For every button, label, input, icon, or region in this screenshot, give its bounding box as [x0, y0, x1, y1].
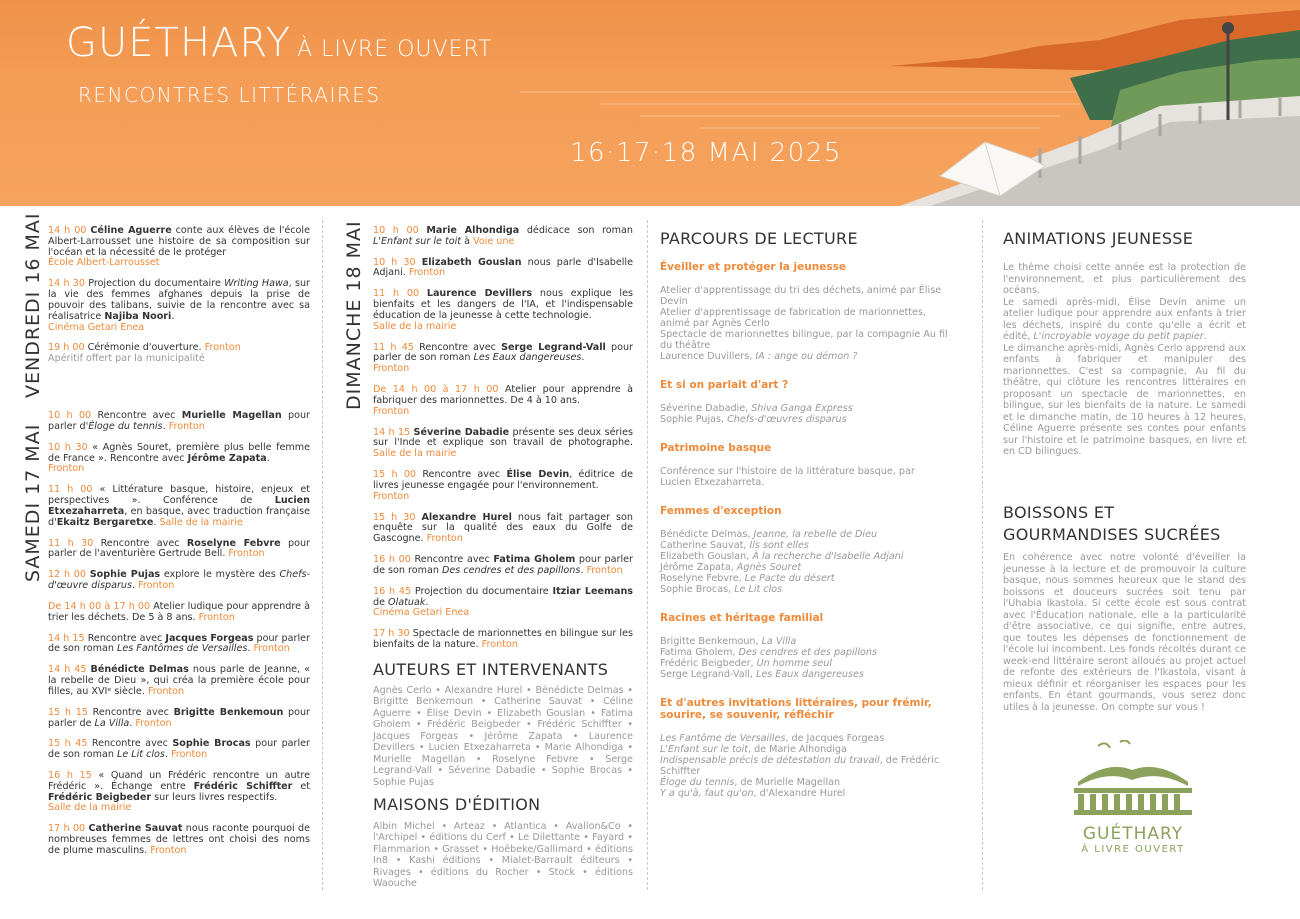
program-event	[373, 470, 633, 502]
program-event	[48, 279, 310, 333]
event-speaker: Najiba Noori	[104, 310, 172, 322]
event-text: Cérémonie d'ouverture.	[84, 342, 205, 354]
program-event	[48, 539, 310, 561]
parcours-entry: Atelier d'apprentissage du tri des déchets, animé par Élise Devin	[660, 284, 942, 307]
program-event	[48, 708, 310, 730]
event-speaker: Jérôme Zapata	[187, 452, 267, 464]
event-text: Projection du documentaire	[84, 278, 225, 290]
event-location: Fronton	[373, 363, 410, 375]
day-label-friday: VENDREDI 16 MAI	[22, 212, 44, 398]
event-location: Fronton	[228, 548, 265, 560]
program-event	[48, 570, 310, 592]
event-speaker: Bénédicte Delmas	[90, 664, 189, 676]
program-event	[48, 665, 310, 697]
parcours-entry: Fatima Gholem, Des cendres et des papillons	[660, 646, 877, 658]
event-time: 10 h 00	[48, 410, 92, 422]
authors-list: Agnès Cerlo • Alexandre Hurel • Bénédicte Delmas • Brigitte Benkemoun • Catherine Sauvat • Céline Aguerre • Élise Devin • Elizabeth Gouslan • Fatima Gholem • Frédéric Beigbeder • Frédéric Schiffter • Jacques Forgeas • Jérôme Zapata • Laurence Devillers • Lucien Etxezaharreta • Marie Alhondiga • Murielle Magellan • Roselyne Febvre • Serge Legrand-Vall • Séverine Dabadie • Sophie Brocas • Sophie Pujas	[373, 684, 633, 788]
event-location: Fronton	[150, 844, 187, 856]
parcours-entry: Jérôme Zapata, Agnès Souret	[660, 561, 802, 573]
parcours-entry: Serge Legrand-Vall, Les Eaux dangereuses	[660, 669, 864, 680]
event-text: .	[132, 580, 139, 592]
sunday-events	[373, 226, 633, 651]
column-divider	[647, 220, 648, 890]
event-speaker: Marie Alhondiga	[426, 225, 520, 236]
parcours-entries	[660, 529, 948, 595]
event-text: .	[164, 749, 172, 761]
parcours-entry: Éloge du tennis, de Murielle Magellan	[660, 776, 841, 788]
event-text: sur leurs livres respectifs.	[151, 791, 278, 803]
program-event	[48, 411, 310, 433]
event-text: Rencontre avec	[416, 469, 507, 481]
program-event	[48, 771, 310, 814]
event-time: 19 h 00	[48, 342, 85, 354]
program-event	[373, 343, 633, 375]
column-divider	[322, 220, 323, 890]
jeunesse-heading: ANIMATIONS JEUNESSE	[1003, 229, 1194, 248]
event-speaker: Alexandre Hurel	[421, 511, 512, 523]
event-location: Fronton	[253, 643, 290, 655]
event-time: 11 h 45	[373, 341, 414, 353]
event-time: De 14 h 00 à 17 h 00	[373, 384, 499, 396]
parcours-entry: Roselyne Febvre, Le Pacte du désert	[660, 572, 835, 584]
day-label-saturday: SAMEDI 17 MAI	[22, 423, 44, 582]
event-text: Rencontre avec	[87, 738, 173, 750]
day-label-sunday: DIMANCHE 18 MAI	[343, 220, 365, 410]
event-speaker: Laurence Devillers	[426, 288, 533, 300]
parcours-column	[660, 226, 948, 817]
event-text: « Littérature basque, histoire, enjeux et perspectives ». Conférence de	[48, 484, 310, 507]
parcours-entries	[660, 466, 948, 488]
event-work-title: Des cendres et des papillons	[442, 564, 581, 576]
program-event	[373, 513, 633, 545]
banner-title-small: À LIVRE OUVERT	[297, 37, 493, 62]
event-time: 11 h 00	[48, 484, 93, 496]
event-location: Fronton	[586, 564, 623, 576]
event-work-title: Le Lit clos	[117, 749, 165, 761]
event-time: 14 h 15	[48, 632, 85, 644]
event-text: .	[580, 564, 587, 576]
event-work-title: Les Fantômes de Versailles	[117, 643, 248, 655]
event-time: 10 h 30	[48, 441, 88, 453]
event-time: 15 h 45	[48, 738, 88, 750]
banner-title	[66, 20, 493, 66]
event-text: Atelier pour apprendre à fabriquer des marionnettes. De 4 à 10 ans.	[373, 384, 633, 406]
parcours-entry: Brigitte Benkemoun, La Villa	[660, 635, 797, 647]
parcours-entries	[660, 636, 948, 680]
event-location: Fronton	[168, 420, 205, 432]
event-text: nous explique les bienfaits et les dangers de l'IA, et l'indispensable éducation de la jeunesse à cette technologie.	[373, 288, 633, 321]
event-time: 16 h 45	[373, 585, 412, 597]
program-column-friday-saturday	[48, 226, 310, 867]
event-text: « Agnès Souret, première plus belle femme de France ». Rencontre avec	[48, 441, 310, 464]
banner-subtitle: RENCONTRES LITTÉRAIRES	[78, 83, 381, 107]
event-work-title: La Villa	[94, 717, 130, 729]
event-time: 11 h 00	[373, 288, 420, 300]
event-text: et	[292, 780, 310, 792]
program-event	[48, 634, 310, 656]
event-text: Rencontre avec	[91, 410, 182, 422]
program-event	[373, 258, 633, 280]
logo-title: GUÉTHARY	[1082, 824, 1184, 844]
parcours-entry: Catherine Sauvat, Ils sont elles	[660, 539, 809, 551]
event-speaker: Itziar Leemans	[552, 585, 633, 597]
event-location: Fronton	[198, 611, 235, 623]
logo-subtitle: À LIVRE OUVERT	[1081, 844, 1185, 855]
program-event	[373, 555, 633, 577]
event-text: nous parle d'Isabelle Adjani.	[373, 256, 633, 279]
event-text: de	[373, 596, 389, 608]
event-text: .	[129, 717, 136, 729]
event-speaker: Élise Devin	[506, 469, 570, 481]
event-text: pour parler d'	[48, 410, 310, 432]
event-text: dédicace son roman	[519, 225, 633, 236]
event-note: Apéritif offert par la municipalité	[48, 353, 205, 365]
event-location: Salle de la mairie	[48, 802, 132, 814]
event-location: Fronton	[481, 639, 518, 651]
program-column-sunday	[373, 226, 633, 890]
event-speaker: Catherine Sauvat	[88, 823, 183, 835]
publishers-heading: MAISONS D'ÉDITION	[373, 795, 541, 815]
event-location: Fronton	[147, 685, 185, 697]
event-time: De 14 h 00 à 17 h 00	[48, 600, 151, 612]
event-time: 15 h 00	[373, 469, 417, 481]
event-speaker: Céline Aguerre	[90, 225, 172, 236]
program-event	[48, 485, 310, 528]
event-speaker: Brigitte Benkemoun	[173, 706, 284, 718]
program-event	[373, 385, 633, 417]
parcours-entry: Atelier d'apprentissage de fabrication de marionnettes, animé par Agnès Cerlo	[660, 307, 926, 330]
event-text: .	[247, 643, 254, 655]
event-location: Fronton	[138, 580, 175, 592]
event-speaker: Ekaitz Bergaretxe	[56, 516, 154, 528]
event-location: Fronton	[426, 533, 463, 545]
event-text: pour parler de son roman	[373, 554, 633, 576]
parcours-entry: Spectacle de marionnettes bilingue, par la compagnie Au fil du théâtre	[660, 329, 948, 352]
event-time: 12 h 00	[48, 569, 86, 581]
festival-logo	[1068, 740, 1198, 855]
event-work-title: Writing Hawa	[224, 278, 289, 290]
parcours-entry: Y a qu'à, faut qu'on, d'Alexandre Hurel	[660, 787, 846, 799]
parcours-entry: L'Enfant sur le toit, de Marie Alhondiga	[660, 743, 847, 755]
event-text: Atelier ludique pour apprendre à trier les déchets. De 5 à 8 ans.	[48, 600, 311, 623]
event-time: 14 h 15	[373, 426, 411, 438]
event-location: Voie une	[473, 235, 515, 247]
event-text: .	[153, 516, 160, 528]
column-divider	[982, 220, 983, 890]
event-work-title: Les Eaux dangereuses	[473, 352, 582, 364]
event-text: , en basque, avec traduction française d'	[48, 505, 310, 528]
event-location: Fronton	[135, 717, 172, 729]
event-text: conte aux élèves de l'école Albert-Larrousset une histoire de sa composition sur l'océan et la nécessité de le protéger	[48, 225, 310, 258]
parcours-entry: Les Fantôme de Versailles, de Jacques Forgeas	[660, 732, 885, 744]
event-location: Fronton	[373, 405, 410, 417]
event-text: pour parler de son roman	[48, 738, 310, 761]
program-event	[48, 602, 310, 624]
parcours-entry: Laurence Duvillers, IA : ange ou démon ?	[660, 351, 858, 363]
event-text: , sur la vie des femmes afghanes depuis la prise de pouvoir des talibans, suivie de la rencontre avec sa réalisatrice	[48, 278, 310, 322]
event-time: 14 h 45	[48, 664, 87, 676]
event-time: 16 h 15	[48, 769, 92, 781]
event-speaker: Sophie Brocas	[172, 738, 251, 750]
event-speaker: Lucien Etxezaharreta	[48, 495, 310, 517]
program-event	[48, 443, 310, 475]
event-text: nous raconte pourquoi de nombreuses femmes de lettres ont choisi des noms de plume masculins.	[48, 823, 310, 856]
parcours-entries	[660, 733, 948, 799]
event-location: Cinéma Getari Enea	[373, 607, 470, 619]
banner-title-main: GUÉTHARY	[66, 20, 292, 66]
event-speaker: Roselyne Febvre	[186, 537, 281, 549]
event-time: 11 h 30	[48, 537, 94, 549]
parcours-sections	[660, 262, 948, 799]
event-location: Salle de la mairie	[159, 516, 243, 528]
event-text: pour parler de son roman	[48, 632, 310, 655]
program-event	[48, 739, 310, 761]
event-speaker: Serge Legrand-Vall	[501, 341, 606, 353]
event-time: 14 h 30	[48, 278, 85, 290]
program-event	[373, 289, 633, 332]
header-banner	[0, 0, 1300, 206]
event-work-title: Éloge du tennis	[88, 420, 163, 432]
event-time: 17 h 30	[373, 628, 410, 640]
event-text: Rencontre avec	[410, 554, 494, 566]
parcours-entry: Elizabeth Gouslan, À la recherche d'Isabelle Adjani	[660, 550, 904, 562]
event-text: Rencontre avec	[93, 537, 187, 549]
event-text: nous fait partager son enquête sur la qualité des eaux du Golfe de Gascogne.	[373, 511, 633, 545]
parcours-heading: PARCOURS DE LECTURE	[660, 229, 858, 248]
event-text: Spectacle de marionnettes en bilingue sur les bienfaits de la nature.	[373, 628, 633, 651]
program-event	[373, 629, 633, 651]
event-text: à	[461, 235, 474, 247]
parcours-entries	[660, 285, 948, 362]
event-text: pour parler de	[48, 706, 310, 729]
event-speaker: Murielle Magellan	[181, 410, 282, 422]
book-balustrade-icon	[1068, 740, 1198, 818]
parcours-subheading: Racines et héritage familial	[660, 612, 824, 625]
program-event	[373, 587, 633, 619]
event-text: « Quand un Frédéric rencontre un autre Frédéric ». Échange entre	[48, 769, 310, 792]
parcours-subheading: Et d'autres invitations littéraires, pour frémir, sourire, se souvenir, réfléchir	[660, 697, 932, 721]
event-text: pour parler de l'aventurière Gertrude Bell.	[48, 537, 310, 560]
parcours-entry: Frédéric Beigbeder, Un homme seul	[660, 657, 833, 669]
event-time: 16 h 00	[373, 554, 411, 566]
event-speaker: Jacques Forgeas	[165, 632, 254, 644]
program-event	[373, 428, 633, 460]
event-time: 15 h 30	[373, 511, 416, 523]
parcours-entry: Bénédicte Delmas, Jeanne, la rebelle de Dieu	[660, 528, 878, 540]
event-speaker: Frédéric Schiffter	[193, 780, 293, 792]
event-location: Fronton	[48, 463, 85, 475]
authors-heading: AUTEURS ET INTERVENANTS	[373, 659, 609, 679]
publishers-list: Albin Michel • Arteaz • Atlantica • Avallon&Co • l'Archipel • éditions du Cerf • Le Dilettante • Fayard • Flammarion • Grasset • Hoëbeke/Gallimard • éditions In8 • Kashi éditions • Mialet-Barrault éditeurs • Rivages • éditions du Rocher • Stock • éditions Waouche	[373, 820, 633, 889]
parcours-subheading: Et si on parlait d'art ?	[660, 379, 789, 392]
event-text: .	[266, 452, 270, 464]
event-speaker: Frédéric Beigbeder	[48, 791, 152, 803]
event-text: Rencontre avec	[413, 341, 502, 353]
event-location: Salle de la mairie	[373, 448, 457, 460]
saturday-events	[48, 411, 310, 857]
jeunesse-column	[1003, 226, 1246, 713]
event-location: Fronton	[171, 749, 208, 761]
event-speaker: Sophie Pujas	[89, 569, 161, 581]
event-speaker: Elizabeth Gouslan	[421, 256, 522, 268]
parcours-subheading: Patrimoine basque	[660, 442, 772, 455]
event-text: Rencontre avec	[87, 706, 174, 718]
parcours-entries	[660, 403, 948, 425]
event-location: Salle de la mairie	[373, 320, 457, 332]
event-speaker: Fatima Gholem	[493, 554, 576, 566]
event-location: Fronton	[373, 490, 410, 502]
parcours-entry: Indispensable précis de détestation du travail, de Frédéric Schiffter	[660, 754, 940, 777]
program-event	[48, 824, 310, 856]
event-work-title: Chefs-d'œuvre disparus	[48, 569, 310, 592]
event-location: Fronton	[204, 342, 241, 354]
parcours-entry: Conférence sur l'histoire de la littérature basque, par Lucien Etxezaharreta.	[660, 465, 915, 488]
event-text: Projection du documentaire	[411, 585, 553, 597]
boissons-text: En cohérence avec notre volonté d'éveiller la jeunesse à la lecture et de promouvoir la culture basque, nous sommes heureux que le stand des boissons et douceurs sucrées soit tenu par l'Uhabia Ikastola. Si cette école est sous contrat avec l'Éducation nationale, elle a la particularité d'être associative, ce qui signifie, entre autres, que toutes les dépenses de fonctionnement de l'école lui incombent. Les fonds récoltés durant ce week-end littéraire seront alloués au projet actuel de refonte des extérieurs de l'Ikastola, visant à mieux définir et réorganiser les espaces pour les enfants. En étant gourmands, vous serez donc utiles à la jeunesse. On compte sur vous !	[1003, 552, 1246, 713]
event-work-title: L'Enfant sur le toit	[373, 235, 462, 247]
parcours-subheading: Femmes d'exception	[660, 505, 782, 517]
event-time: 10 h 30	[373, 256, 416, 268]
event-speaker: Séverine Dabadie	[413, 426, 510, 438]
program-event	[48, 343, 310, 365]
event-time: 17 h 00	[48, 823, 86, 835]
event-text: explore le mystère des	[160, 569, 280, 581]
jeunesse-text: Le thème choisi cette année est la protection de l'environnement, et plus particulièrement des océans. Le samedi après-midi, Élise Devin anime un atelier ludique pour apprendre aux enfants à trier les déchets, inspiré du conte qu'elle a écrit et édité, L'incroyable voyage du petit papier. Le dimanche après-midi, Agnès Cerlo apprend aux enfants à fabriquer et manipuler des marionnettes. C'est sa compagnie, Au fil du théâtre, qui clôture les rencontres littéraires en proposant un spectacle de marionnettes, en bilingue, sur les bienfaits de la nature. Le samedi et le dimanche matin, de 10 heures à 12 heures, Céline Aguerre présente ses contes pour enfants sur l'histoire et le patrimoine basques, en livre et en CD bilingues.	[1003, 262, 1246, 458]
event-location: École Albert-Larrousset	[48, 257, 160, 269]
boissons-heading: BOISSONS ET GOURMANDISES SUCRÉES	[1003, 502, 1221, 544]
event-text: .	[581, 352, 585, 364]
friday-events	[48, 226, 310, 365]
parcours-entry: Sophie Brocas, Le Lit clos	[660, 584, 783, 596]
event-time: 14 h 00	[48, 225, 87, 236]
banner-dates: 16·17·18 MAI 2025	[570, 138, 842, 168]
parcours-entry: Sophie Pujas, Chefs-d'œuvres disparus	[660, 414, 847, 426]
event-text: .	[162, 420, 169, 432]
event-text: Rencontre avec	[84, 632, 166, 644]
event-text: présente ses deux séries sur l'Inde et explique son travail de photographe.	[373, 426, 633, 449]
event-text: .	[171, 310, 175, 322]
event-time: 15 h 15	[48, 706, 88, 718]
parcours-subheading: Éveiller et protéger la jeunesse	[660, 261, 846, 274]
event-time: 10 h 00	[373, 225, 419, 236]
event-location: Fronton	[408, 267, 446, 279]
event-work-title: Olatuak	[388, 596, 426, 608]
parcours-entry: Séverine Dabadie, Shiva Ganga Express	[660, 403, 853, 415]
program-event	[48, 226, 310, 269]
event-text: nous parle de Jeanne, « la rebelle de Dieu », qui créa la première école pour filles, au XVIᵉ siècle.	[48, 664, 310, 697]
event-location: Cinéma Getari Enea	[48, 321, 145, 333]
event-text: pour parler de son roman	[373, 341, 633, 364]
program-event	[373, 226, 633, 248]
event-text: .	[425, 596, 429, 608]
event-text: , éditrice de livres jeunesse engagée pour l'environnement.	[373, 469, 633, 491]
